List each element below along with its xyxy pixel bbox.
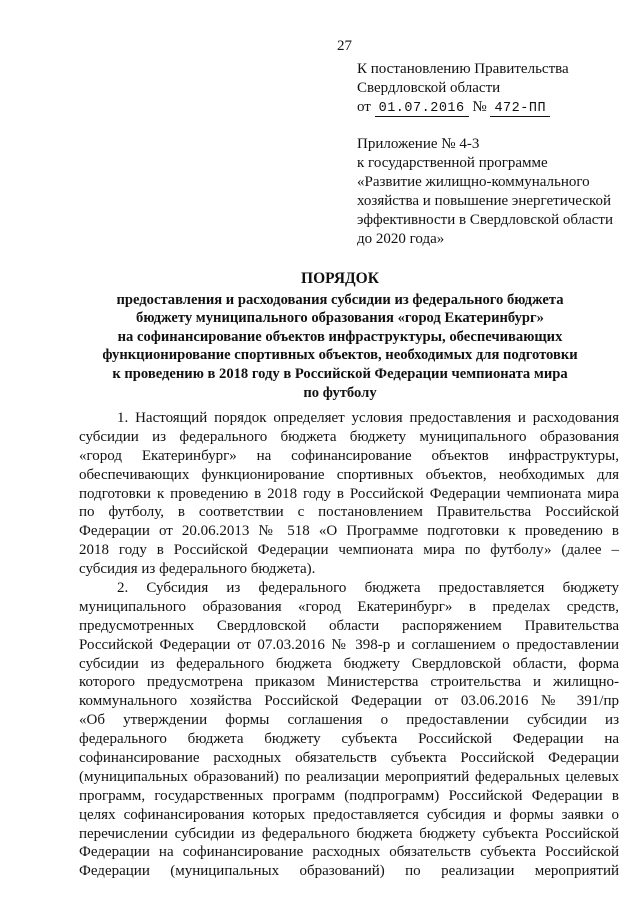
paragraph-2	[79, 579, 619, 881]
text-line: субсидия из федерального бюджета).	[79, 561, 316, 578]
text-line: по футболу, в соответствии с постановлением Правительства Российской	[79, 504, 619, 521]
title-line: предоставления и расходования субсидии из федерального бюджета	[116, 291, 564, 308]
text-line: муниципального образования «город Екатеринбург» в пределах средств,	[79, 598, 619, 615]
text-line: Федерации (муниципальных образований) по реализации мероприятий	[79, 863, 619, 880]
text-line: субсидии из федерального бюджета бюджету муниципального образования	[79, 428, 619, 445]
appendix-line: к государственной программе	[357, 155, 548, 171]
appendix-reference	[357, 135, 632, 249]
text-line: Федерации от 20.06.2013 № 518 «О Программе подготовки к проведению в	[79, 523, 619, 540]
appendix-line: эффективности в Свердловской области	[357, 212, 614, 228]
header-line: Свердловской области	[357, 80, 501, 96]
text-line: 1. Настоящий порядок определяет условия предоставления и расходования	[117, 410, 619, 426]
text-line: которого предусмотрена приказом Министерства строительства и жилищно-	[79, 674, 619, 691]
text-line: Федерации на софинансирование расходных обязательств субъекта Российской	[79, 844, 619, 861]
resolution-date: 01.07.2016	[375, 101, 469, 117]
text-line: (муниципальных образований) по реализации мероприятий федеральных целевых	[79, 768, 619, 785]
text-line: федерального бюджета бюджету субъекта Российской Федерации на	[79, 731, 619, 748]
title-line: бюджету муниципального образования «город Екатеринбург»	[136, 310, 544, 327]
header-line: К постановлению Правительства	[357, 61, 569, 77]
text-line: предусмотренных Свердловской области распоряжением Правительства	[79, 617, 619, 634]
document-body	[79, 409, 619, 881]
text-line: обеспечивающих функционирование спортивных объектов, необходимых для	[79, 466, 619, 483]
text-line: подготовки к проведению в 2018 году в Российской Федерации чемпионата мира	[79, 485, 619, 502]
date-prefix: от	[357, 99, 371, 115]
document-title	[60, 270, 620, 402]
title-line: функционирование спортивных объектов, необходимых для подготовки	[102, 347, 578, 364]
number-prefix: №	[472, 99, 487, 115]
appendix-line: «Развитие жилищно-коммунального	[357, 174, 590, 190]
text-line: субсидии из федерального бюджета бюджету Свердловской области, форма	[79, 655, 619, 672]
text-line: программ, государственных программ (подпрограмм) Российской Федерации в	[79, 787, 619, 804]
text-line: софинансирование расходных обязательств субъекта Российской Федерации	[79, 750, 619, 767]
text-line: целях софинансирования которых предоставляется субсидия и формы заявки о	[79, 806, 619, 823]
text-line: коммунального хозяйства Российской Федерации от 03.06.2016 № 391/пр	[79, 693, 619, 710]
resolution-number: 472-ПП	[490, 101, 550, 117]
title-line: к проведению в 2018 году в Российской Федерации чемпионата мира	[112, 365, 568, 382]
paragraph-1	[79, 409, 619, 579]
text-line: «Об утверждении формы соглашения о предоставлении субсидии из	[79, 712, 619, 729]
title-line: на софинансирование объектов инфраструктуры, обеспечивающих	[117, 328, 563, 345]
page-number: 27	[337, 38, 352, 54]
appendix-line: до 2020 года»	[357, 231, 445, 247]
text-line: 2. Субсидия из федерального бюджета предоставляется бюджету	[117, 580, 619, 597]
text-line: перечислении субсидии из федерального бюджета бюджету субъекта Российской	[79, 825, 619, 842]
appendix-line: хозяйства и повышение энергетической	[357, 193, 612, 209]
appendix-line: Приложение № 4-3	[357, 136, 480, 152]
text-line: «город Екатеринбург» на софинансирование объектов инфраструктуры,	[79, 447, 619, 464]
text-line: 2018 году в Российской Федерации чемпионата мира по футболу» (далее –	[79, 542, 619, 559]
title-line: по футболу	[303, 384, 377, 401]
text-line: Российской Федерации от 07.03.2016 № 398-р и соглашением о предоставлении	[79, 636, 619, 653]
title-heading: ПОРЯДОК	[301, 270, 379, 287]
date-number-line	[357, 98, 627, 118]
resolution-reference	[357, 60, 627, 118]
